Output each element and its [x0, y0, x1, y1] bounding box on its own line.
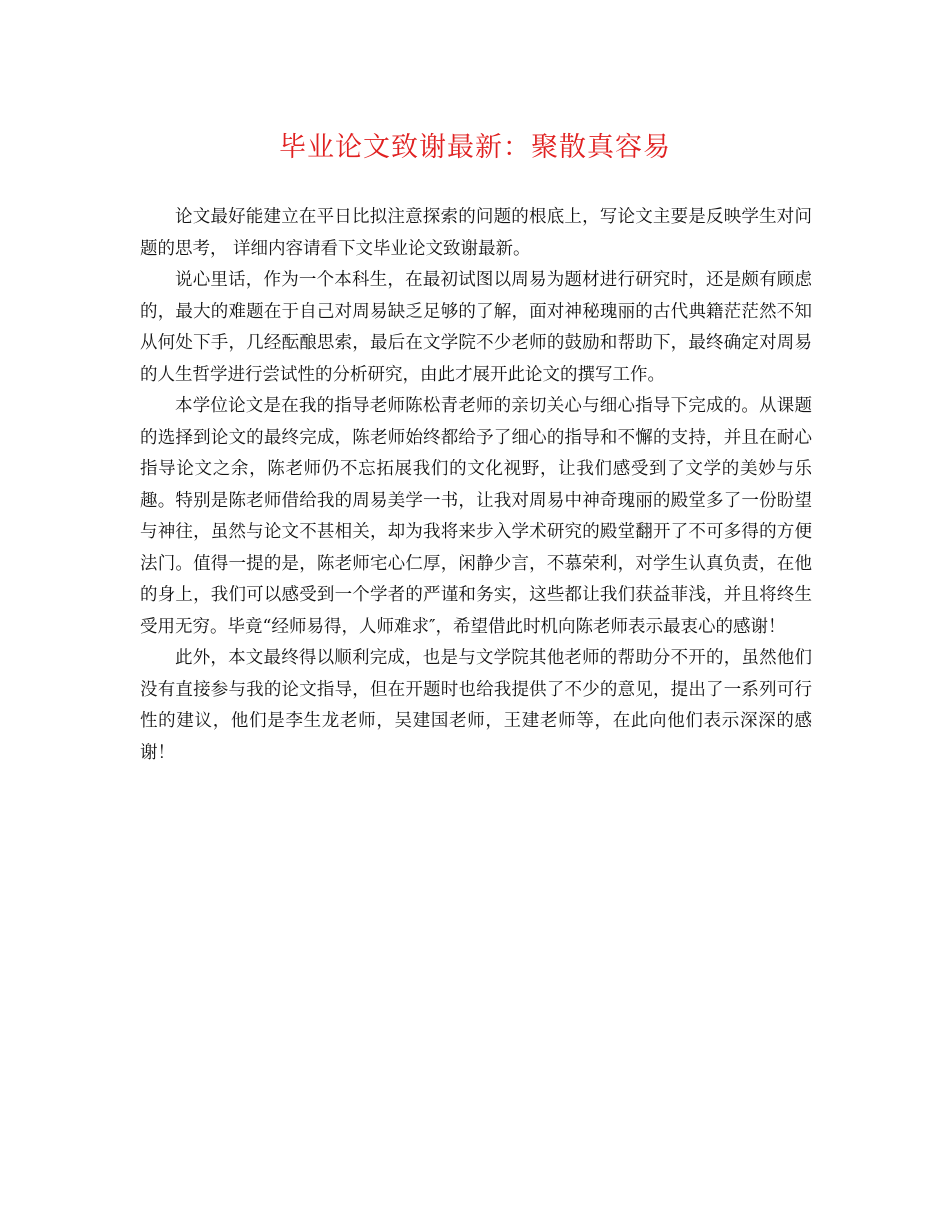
paragraph-advisor-thanks: 本学位论文是在我的指导老师陈松青老师的亲切关心与细心指导下完成的。从课题的选择到论文的最终完成，陈老师始终都给予了细心的指导和不懈的支持，并且在耐心指导论文之余，陈老师仍不忘拓展我们的文化视野，让我们感受到了文学的美妙与乐趣。特别是陈老师借给我的周易美学一书，让我对周易中神奇瑰丽的殿堂多了一份盼望与神往，虽然与论文不甚相关，却为我将来步入学术研究的殿堂翻开了不可多得的方便法门。值得一提的是，陈老师宅心仁厚，闲静少言，不慕荣利，对学生认真负责，在他的身上，我们可以感受到一个学者的严谨和务实，这些都让我们获益菲浅，并且将终生受用无穷。毕竟“经师易得，人师难求″，希望借此时机向陈老师表示最衷心的感谢！ — [140, 396, 812, 637]
document-title: 毕业论文致谢最新：聚散真容易 — [279, 132, 671, 163]
paragraph-intro: 论文最好能建立在平日比拟注意探索的问题的根底上，写论文主要是反映学生对问题的思考， 详细内容请看下文毕业论文致谢最新。 — [140, 207, 812, 259]
paragraph-research-background: 说心里话，作为一个本科生，在最初试图以周易为题材进行研究时，还是颇有顾虑的，最大的难题在于自己对周易缺乏足够的了解，面对神秘瑰丽的古代典籍茫茫然不知从何处下手，几经酝酿思索，最后在文学院不少老师的鼓励和帮助下，最终确定对周易的人生哲学进行尝试性的分析研究，由此才展开此论文的撰写工作。 — [140, 270, 812, 385]
document-body — [140, 202, 812, 769]
paragraph-other-teachers-thanks: 此外，本文最终得以顺利完成，也是与文学院其他老师的帮助分不开的，虽然他们没有直接参与我的论文指导，但在开题时也给我提供了不少的意见，提出了一系列可行性的建议，他们是李生龙老师，吴建国老师，王建老师等，在此向他们表示深深的感谢！ — [140, 648, 812, 763]
